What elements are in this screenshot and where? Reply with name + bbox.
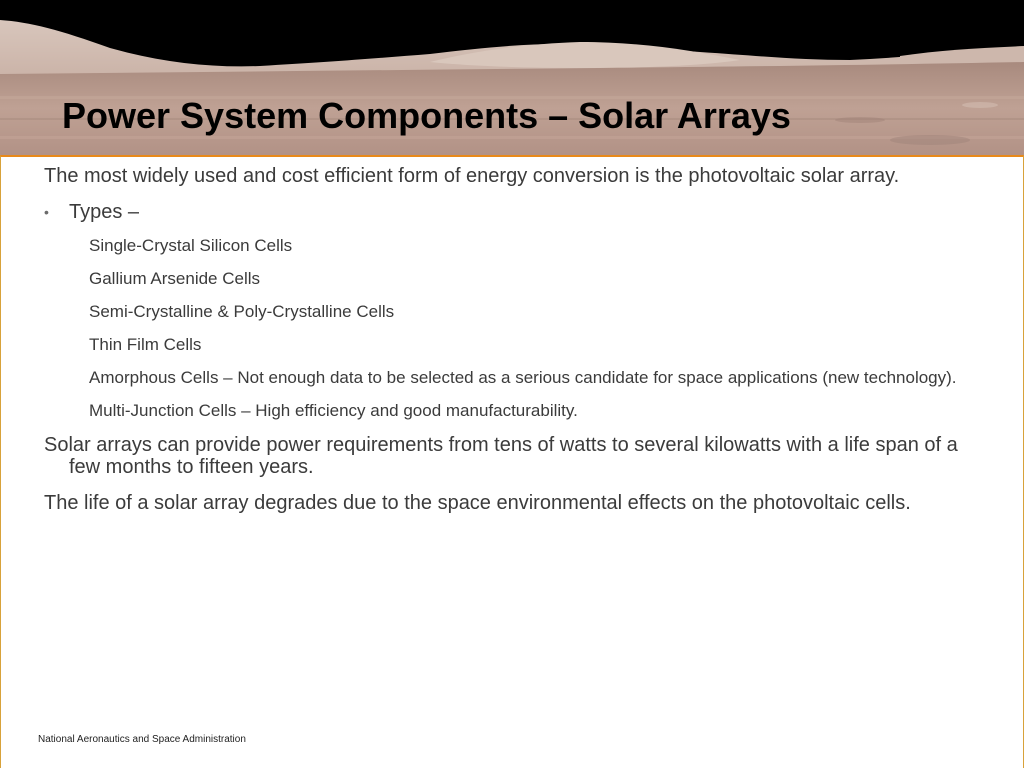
footer-agency: National Aeronautics and Space Administration bbox=[38, 734, 246, 745]
type-item: Multi-Junction Cells – High efficiency and good manufacturability. bbox=[89, 401, 578, 420]
lifespan-paragraph: Solar arrays can provide power requirements from tens of watts to several kilowatts with a life span of a few months to fifteen years. bbox=[44, 434, 958, 478]
type-item: Gallium Arsenide Cells bbox=[89, 269, 261, 288]
type-item: Amorphous Cells – Not enough data to be selected as a serious candidate for space applications (new technology). bbox=[89, 368, 957, 387]
type-item: Semi-Crystalline & Poly-Crystalline Cells bbox=[89, 302, 395, 321]
bullet-icon: • bbox=[44, 204, 49, 220]
type-item: Single-Crystal Silicon Cells bbox=[89, 236, 293, 255]
slide-title: Power System Components – Solar Arrays bbox=[62, 95, 791, 136]
slide-body bbox=[44, 165, 964, 528]
types-label: Types – bbox=[69, 201, 140, 223]
types-bullet bbox=[44, 201, 964, 223]
intro-paragraph: The most widely used and cost efficient form of energy conversion is the photovoltaic solar array. bbox=[44, 165, 900, 187]
degradation-paragraph: The life of a solar array degrades due to the space environmental effects on the photovoltaic cells. bbox=[44, 492, 911, 514]
type-item: Thin Film Cells bbox=[89, 335, 202, 354]
